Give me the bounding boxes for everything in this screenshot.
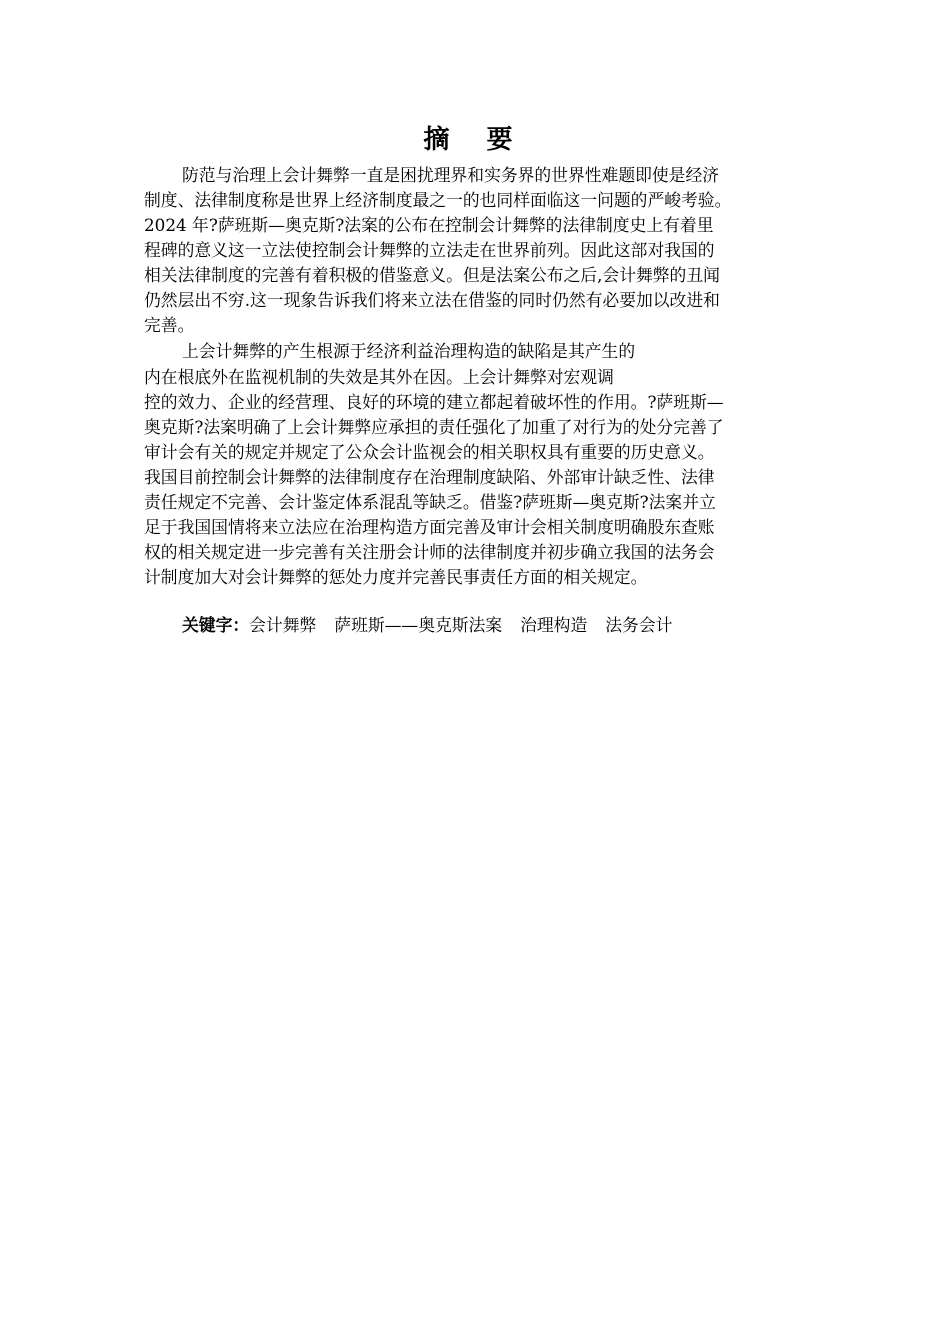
abstract-line: 仍然层出不穷.这一现象告诉我们将来立法在借鉴的同时仍然有必要加以改进和 <box>144 290 720 310</box>
abstract-line: 相关法律制度的完善有着积极的借鉴意义。但是法案公布之后,会计舞弊的丑闻 <box>144 265 720 285</box>
abstract-line: 内在根底外在监视机制的失效是其外在因。上会计舞弊对宏观调 <box>144 367 614 387</box>
keyword: 会计舞弊 <box>249 615 317 635</box>
abstract-line: 控的效力、企业的经营理、良好的环境的建立都起着破坏性的作用。?萨班斯— <box>144 392 724 412</box>
keywords-line <box>182 614 690 636</box>
abstract-line: 上会计舞弊的产生根源于经济利益治理构造的缺陷是其产生的 <box>182 341 636 361</box>
abstract-line: 我国目前控制会计舞弊的法律制度存在治理制度缺陷、外部审计缺乏性、法律 <box>144 467 715 487</box>
abstract-line: 制度、法律制度称是世界上经济制度最之一的也同样面临这一问题的严峻考验。 <box>144 190 732 210</box>
abstract-line: 足于我国国情将来立法应在治理构造方面完善及审计会相关制度明确股东查账 <box>144 517 715 537</box>
abstract-line: 计制度加大对会计舞弊的惩处力度并完善民事责任方面的相关规定。 <box>144 567 648 587</box>
abstract-line: 2024 年?萨班斯—奥克斯?法案的公布在控制会计舞弊的法律制度史上有着里 <box>144 215 714 235</box>
abstract-line: 审计会有关的规定并规定了公众会计监视会的相关职权具有重要的历史意义。 <box>144 442 715 462</box>
abstract-line: 防范与治理上会计舞弊一直是困扰理界和实务界的世界性难题即使是经济 <box>182 165 720 185</box>
keyword: 治理构造 <box>520 615 588 635</box>
abstract-title: 摘 要 <box>423 125 527 155</box>
keywords-label: 关键字： <box>182 615 250 635</box>
abstract-line: 奥克斯?法案明确了上会计舞弊应承担的责任强化了加重了对行为的处分完善了 <box>144 417 724 437</box>
abstract-line: 责任规定不完善、会计鉴定体系混乱等缺乏。借鉴?萨班斯—奥克斯?法案并立 <box>144 492 716 512</box>
keyword: 萨班斯——奥克斯法案 <box>334 615 503 635</box>
keyword: 法务会计 <box>605 615 673 635</box>
abstract-line: 权的相关规定进一步完善有关注册会计师的法律制度并初步确立我国的法务会 <box>144 542 715 562</box>
abstract-line: 完善。 <box>144 315 195 335</box>
abstract-line: 程碑的意义这一立法使控制会计舞弊的立法走在世界前列。因此这部对我国的 <box>144 240 715 260</box>
